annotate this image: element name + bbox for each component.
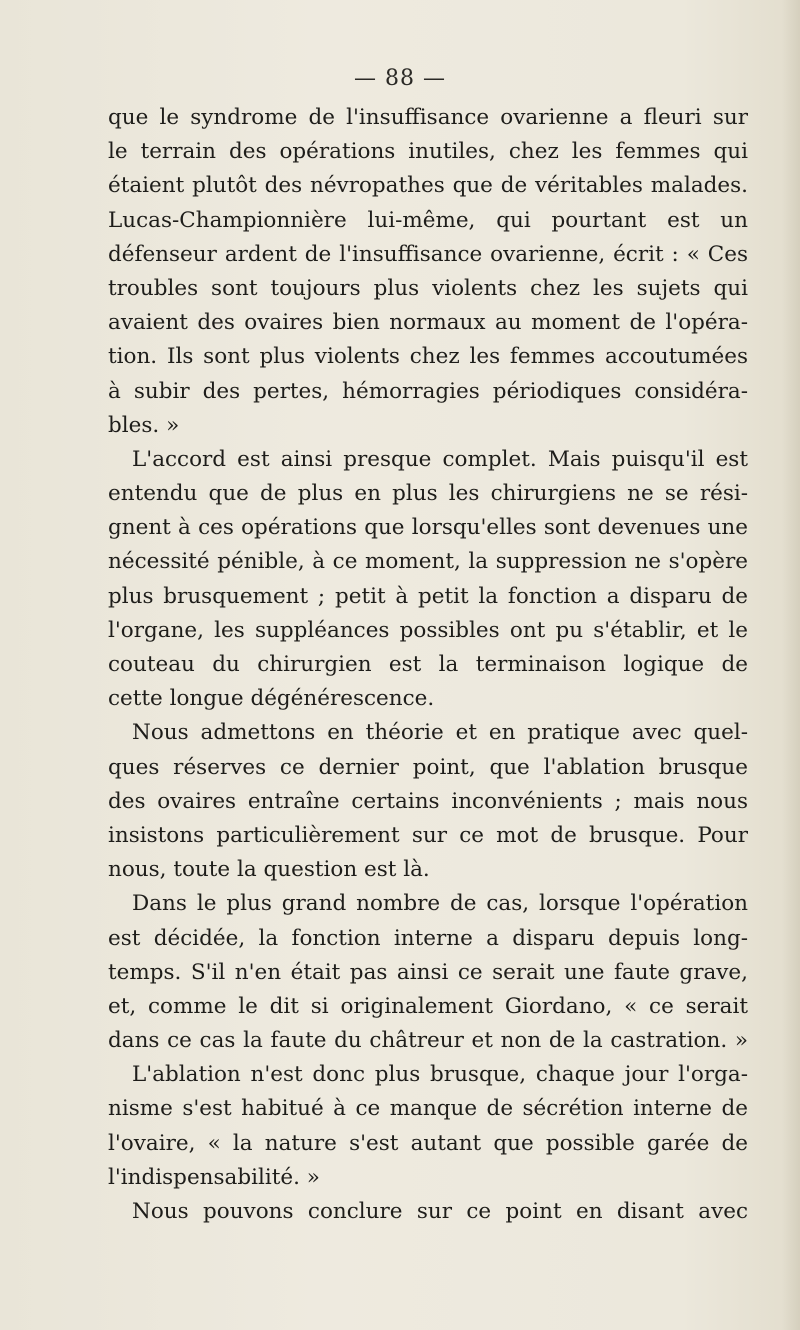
page-edge-shadow — [782, 0, 800, 1330]
body-text — [108, 101, 748, 1229]
text-line: Nous admettons en théorie et en pratique avec quel- — [132, 720, 748, 746]
text-line: des ovaires entraîne certains inconvénients ; mais nous — [108, 788, 748, 814]
text-line: dans ce cas la faute du châtreur et non de la castration. » — [108, 1028, 748, 1054]
text-line: nisme s'est habitué à ce manque de sécrétion interne de — [108, 1096, 748, 1122]
text-line: est décidée, la fonction interne a disparu depuis long- — [108, 925, 748, 951]
text-line: à subir des pertes, hémorragies périodiques considéra- — [108, 378, 748, 404]
text-line: bles. » — [108, 412, 180, 438]
text-line: entendu que de plus en plus les chirurgiens ne se rési- — [108, 481, 748, 507]
text-line: étaient plutôt des névropathes que de véritables malades. — [108, 173, 748, 199]
text-line: nécessité pénible, à ce moment, la suppression ne s'opère — [108, 549, 748, 575]
text-line: plus brusquement ; petit à petit la fonction a disparu de — [108, 583, 748, 609]
text-line: troubles sont toujours plus violents chez les sujets qui — [108, 275, 748, 301]
text-line: que le syndrome de l'insuffisance ovarienne a fleuri sur — [108, 105, 748, 130]
text-line: Nous pouvons conclure sur ce point en disant avec — [132, 1199, 748, 1224]
text-line: ques réserves ce dernier point, que l'ablation brusque — [108, 754, 748, 780]
text-line: nous, toute la question est là. — [108, 857, 430, 883]
text-line: insistons particulièrement sur ce mot de brusque. Pour — [108, 822, 748, 848]
text-line: avaient des ovaires bien normaux au moment de l'opéra- — [108, 310, 748, 336]
text-line: tion. Ils sont plus violents chez les femmes accoutumées — [108, 344, 748, 370]
page-number: — 88 — — [354, 66, 446, 91]
text-line: temps. S'il n'en était pas ainsi ce serait une faute grave, — [108, 959, 748, 985]
text-line: l'indispensabilité. » — [108, 1164, 320, 1190]
text-line: l'organe, les suppléances possibles ont pu s'établir, et le — [108, 617, 748, 643]
text-line: Lucas-Championnière lui-même, qui pourtant est un — [108, 207, 748, 233]
text-line: gnent à ces opérations que lorsqu'elles sont devenues une — [108, 515, 748, 541]
text-line: L'ablation n'est donc plus brusque, chaque jour l'orga- — [132, 1062, 748, 1088]
text-line: l'ovaire, « la nature s'est autant que possible garée de — [108, 1130, 748, 1156]
text-line: couteau du chirurgien est la terminaison logique de — [108, 652, 748, 677]
text-line: défenseur ardent de l'insuffisance ovarienne, écrit : « Ces — [108, 241, 748, 267]
text-line: L'accord est ainsi presque complet. Mais puisqu'il est — [132, 446, 748, 472]
text-line: cette longue dégénérescence. — [108, 686, 435, 712]
text-line: le terrain des opérations inutiles, chez les femmes qui — [108, 139, 748, 165]
text-line: et, comme le dit si originalement Giordano, « ce serait — [108, 993, 748, 1019]
text-line: Dans le plus grand nombre de cas, lorsque l'opération — [132, 891, 748, 917]
